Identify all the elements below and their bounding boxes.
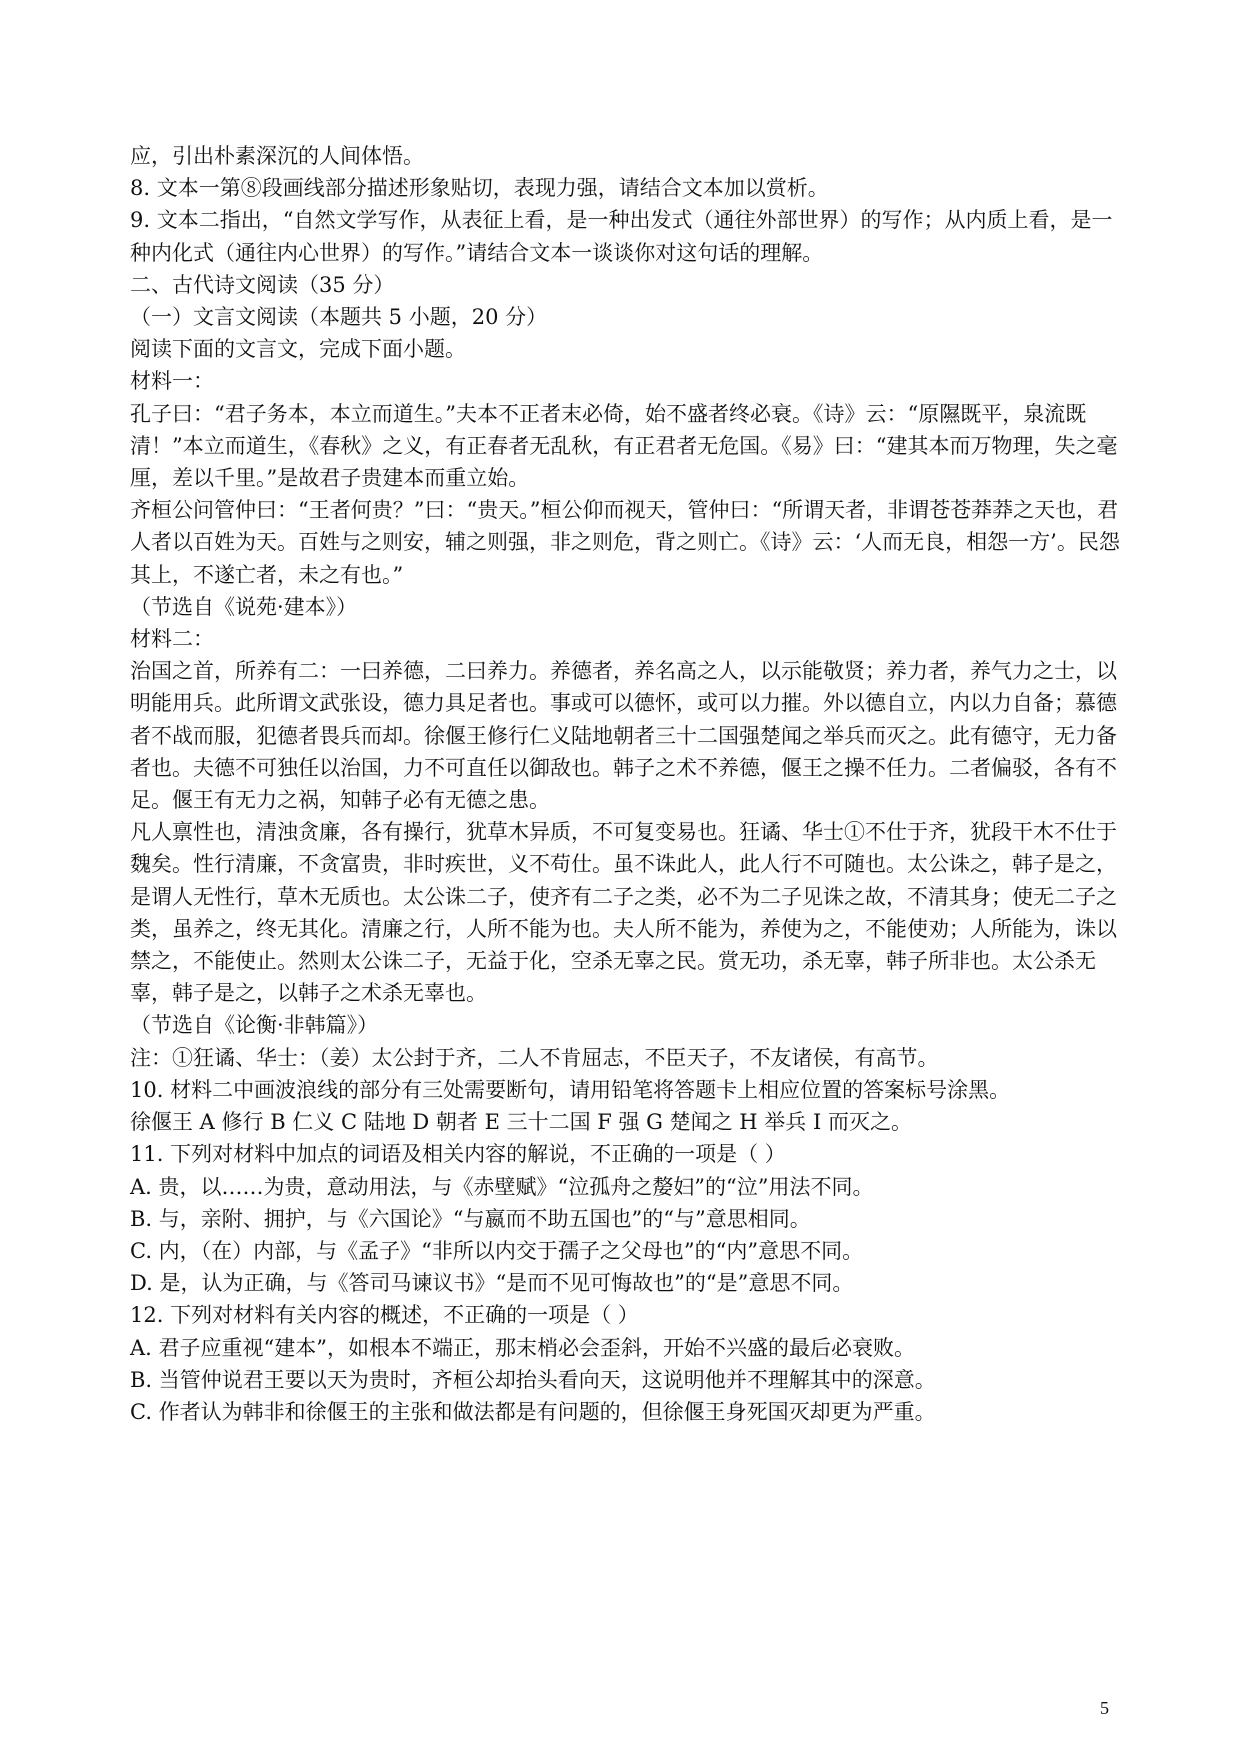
question-8: 8. 文本一第⑧段画线部分描述形象贴切，表现力强，请结合文本加以赏析。: [130, 176, 829, 201]
section-heading: 二、古代诗文阅读（35 分）: [130, 272, 395, 297]
question-12: 12. 下列对材料有关内容的概述，不正确的一项是（ ）: [130, 1303, 639, 1328]
material-label: 材料一：: [130, 369, 214, 394]
option-c: C. 作者认为韩非和徐偃王的主张和做法都是有问题的，但徐偃王身死国灭却更为严重。: [130, 1399, 936, 1424]
question-9: 9. 文本二指出，“自然文学写作，从表征上看，是一种出发式（通往外部世界）的写作；从内质上看，是一种内化式（通往内心世界）的写作。”请结合文本一谈谈你对这句话的理解。: [130, 208, 1113, 265]
paragraph: 孔子曰：“君子务本，本立而道生。”夫本不正者末必倚，始不盛者终必衰。《诗》云：“原隰既平，泉流既清！”本立而道生，《春秋》之义，有正春者无乱秋，有正君者无危国。《易》曰：“建其本而万物理，失之毫厘，差以千里。”是故君子贵建本而重立始。: [130, 401, 1118, 491]
option-b: B. 与，亲附、拥护，与《六国论》“与嬴而不助五国也”的“与”意思相同。: [130, 1206, 811, 1231]
source-note: （节选自《论衡·非韩篇》）: [130, 1013, 379, 1038]
footnote: 注：①狂谲、华士：（姜）太公封于齐，二人不肯屈志，不臣天子，不友诸侯，有高节。: [130, 1045, 939, 1070]
paragraph: 治国之首，所养有二：一曰养德，二曰养力。养德者，养名高之人，以示能敬贤；养力者，养气力之士，以明能用兵。此所谓文武张设，德力具足者也。事或可以德怀，或可以力摧。外以德自立，内以力自备；慕德者不战而服，犯德者畏兵而却。徐偃王修行仁义陆地朝者三十二国强楚闻之举兵而灭之。此有德守，无力备者也。夫德不可独任以治国，力不可直任以御敌也。韩子之术不养德，偃王之操不任力。二者偏驳，各有不足。偃王有无力之祸，知韩子必有无德之患。: [130, 659, 1117, 813]
source-note: （节选自《说苑·建本》）: [130, 594, 358, 619]
page-number: 5: [1100, 1698, 1109, 1718]
option-b: B. 当管仲说君王要以天为贵时，齐桓公却抬头看向天，这说明他并不理解其中的深意。: [130, 1367, 936, 1392]
paragraph: 凡人禀性也，清浊贪廉，各有操行，犹草木异质，不可复变易也。狂谲、华士①不仕于齐，犹段干木不仕于魏矣。性行清廉，不贪富贵，非时疾世，义不苟仕。虽不诛此人，此人行不可随也。太公诛之，韩子是之，是谓人无性行，草木无质也。太公诛二子，使齐有二子之类，必不为二子见诛之故，不清其身；使无二子之类，虽养之，终无其化。清廉之行，人所不能为也。夫人所不能为，养使为之，不能使劝；人所能为，诛以禁之，不能使止。然则太公诛二子，无益于化，空杀无辜之民。赏无功，杀无辜，韩子所非也。太公杀无辜，韩子是之，以韩子之术杀无辜也。: [130, 820, 1117, 1006]
option-a: A. 君子应重视“建本”，如根本不端正，那末梢必会歪斜，开始不兴盛的最后必衰败。: [130, 1335, 915, 1360]
question-11: 11. 下列对材料中加点的词语及相关内容的解说，不正确的一项是（ ）: [130, 1142, 786, 1167]
paragraph: 齐桓公问管仲曰：“王者何贵？”曰：“贵天。”桓公仰而视天，管仲曰：“所谓天者，非谓苍苍莽莽之天也，君人者以百姓为天。百姓与之则安，辅之则强，非之则危，背之则亡。《诗》云：‘人而无良，相怨一方’。民怨其上，不遂亡者，未之有也。”: [130, 498, 1120, 587]
option-d: D. 是，认为正确，与《答司马谏议书》“是而不见可悔故也”的“是”意思不同。: [130, 1271, 854, 1296]
option-a: A. 贵，以……为贵，意动用法，与《赤壁赋》“泣孤舟之嫠妇”的“泣”用法不同。: [130, 1174, 874, 1199]
text-line: 应，引出朴素深沉的人间体悟。: [130, 144, 424, 168]
subsection-heading: （一）文言文阅读（本题共 5 小题，20 分）: [130, 305, 548, 330]
document-body: [130, 140, 1130, 1428]
instruction: 阅读下面的文言文，完成下面小题。: [130, 337, 466, 362]
material-label: 材料二：: [130, 627, 214, 652]
question-10-sentence: 徐偃王 A 修行 B 仁义 C 陆地 D 朝者 E 三十二国 F 强 G 楚闻之 H 举兵 I 而灭之。: [130, 1110, 912, 1135]
question-10: 10. 材料二中画波浪线的部分有三处需要断句，请用铅笔将答题卡上相应位置的答案标号涂黑。: [130, 1077, 1011, 1102]
option-c: C. 内，（在）内部，与《孟子》“非所以内交于孺子之父母也”的“内”意思不同。: [130, 1238, 864, 1263]
